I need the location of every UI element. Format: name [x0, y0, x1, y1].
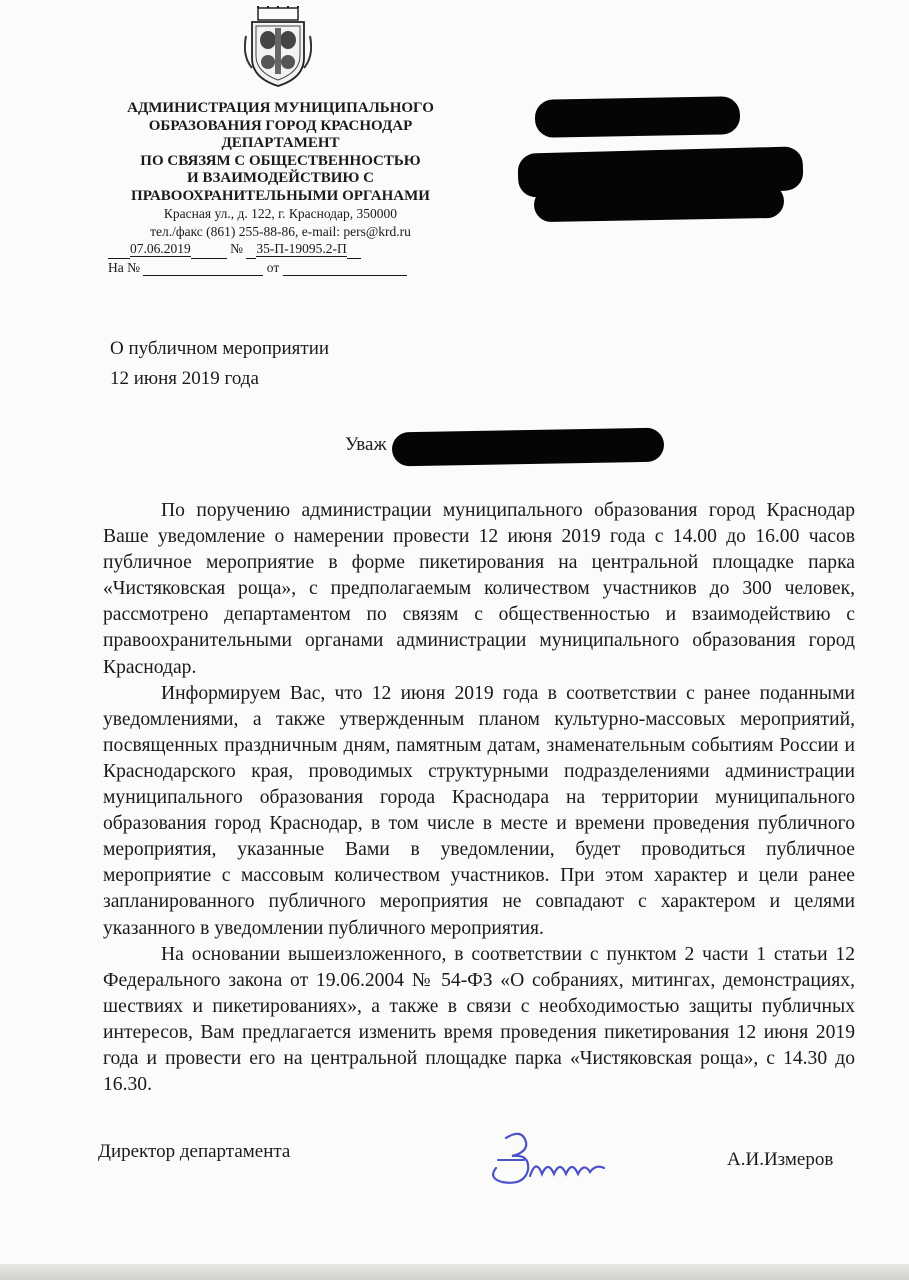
department-contacts: тел./факс (861) 255-88-86, e-mail: pers@krd.ru	[150, 223, 411, 239]
department-name-line: ОБРАЗОВАНИЯ ГОРОД КРАСНОДАР	[148, 117, 413, 134]
department-name-line: АДМИНИСТРАЦИЯ МУНИЦИПАЛЬНОГО	[127, 100, 434, 116]
city-coat-of-arms-icon	[244, 6, 312, 88]
department-address: Красная ул., д. 122, г. Краснодар, 350000	[163, 206, 398, 221]
reference-from-label: от	[266, 259, 280, 275]
signer-title: Директор департамента	[98, 1141, 291, 1162]
reference-line	[108, 259, 453, 277]
department-name-line: ПО СВЯЗЯМ С ОБЩЕСТВЕННОСТЬЮ	[140, 152, 421, 169]
body-paragraph: По поручению администрации муниципального образования город Краснодар Ваше уведомление о намерении провести 12 июня 2019 года с 14.00 до 16.00 часов публичное мероприятие в форме пикетирования на центральной площадке парка «Чистяковская роща», с предполагаемым количеством участников до 300 человек, рассмотрено департаментом по связям с общественностью и взаимодействию с правоохранительными органами администрации муниципального образования город Краснодар.	[103, 500, 855, 678]
body-paragraph: Информируем Вас, что 12 июня 2019 года в соответствии с ранее поданными уведомлениями, а также утвержденным планом культурно-массовых мероприятий, посвященных праздничным дням, памятным датам, знаменательным событиям России и Краснодарского края, проводимых структурными подразделениями администрации муниципального образования города Краснодара на территории муниципального образования город Краснодар, в том числе в месте и времени проведения публичного мероприятия, указанные Вами в уведомлении, будет проводиться публичное мероприятие с массовым количеством участников. При этом характер и цели ранее запланированного публичного мероприятия не совпадают с характером и целями указанного в уведомлении публичного мероприятия.	[103, 682, 855, 939]
letter-body	[103, 498, 855, 1098]
department-name-line: ДЕПАРТАМЕНТ	[221, 135, 340, 151]
outgoing-number-line	[108, 240, 453, 259]
subject-line: 12 июня 2019 года	[110, 368, 259, 389]
redacted-addressee	[534, 184, 785, 222]
subject-line: О публичном мероприятии	[110, 338, 330, 359]
body-paragraph: На основании вышеизложенного, в соответствии с пунктом 2 части 1 статьи 12 Федерального закона от 19.06.2004 № 54-ФЗ «О собраниях, митингах, демонстрациях, шествиях и пикетированиях», а также в связи с необходимостью защиты публичных интересов, Вам предлагается изменить время проведения пикетирования 12 июня 2019 года и провести его на центральной площадке парка «Чистяковская роща», с 14.30 до 16.30.	[103, 943, 855, 1096]
letter-number: 35-П-19095.2-П	[256, 241, 347, 256]
signature-icon	[478, 1124, 628, 1194]
department-name-line: И ВЗАИМОДЕЙСТВИЮ С	[187, 170, 374, 186]
reference-label: На №	[108, 259, 140, 275]
signer-name: А.И.Измеров	[727, 1149, 834, 1170]
salutation: Уваж	[345, 434, 387, 455]
number-sign: №	[230, 241, 244, 256]
letter-subject	[110, 334, 329, 394]
redacted-salutation-name	[392, 428, 665, 467]
department-name-line: ПРАВООХРАНИТЕЛЬНЫМИ ОРГАНАМИ	[131, 187, 430, 204]
redacted-addressee	[535, 96, 741, 138]
letterhead	[108, 100, 453, 276]
letter-date: 07.06.2019	[130, 241, 191, 256]
